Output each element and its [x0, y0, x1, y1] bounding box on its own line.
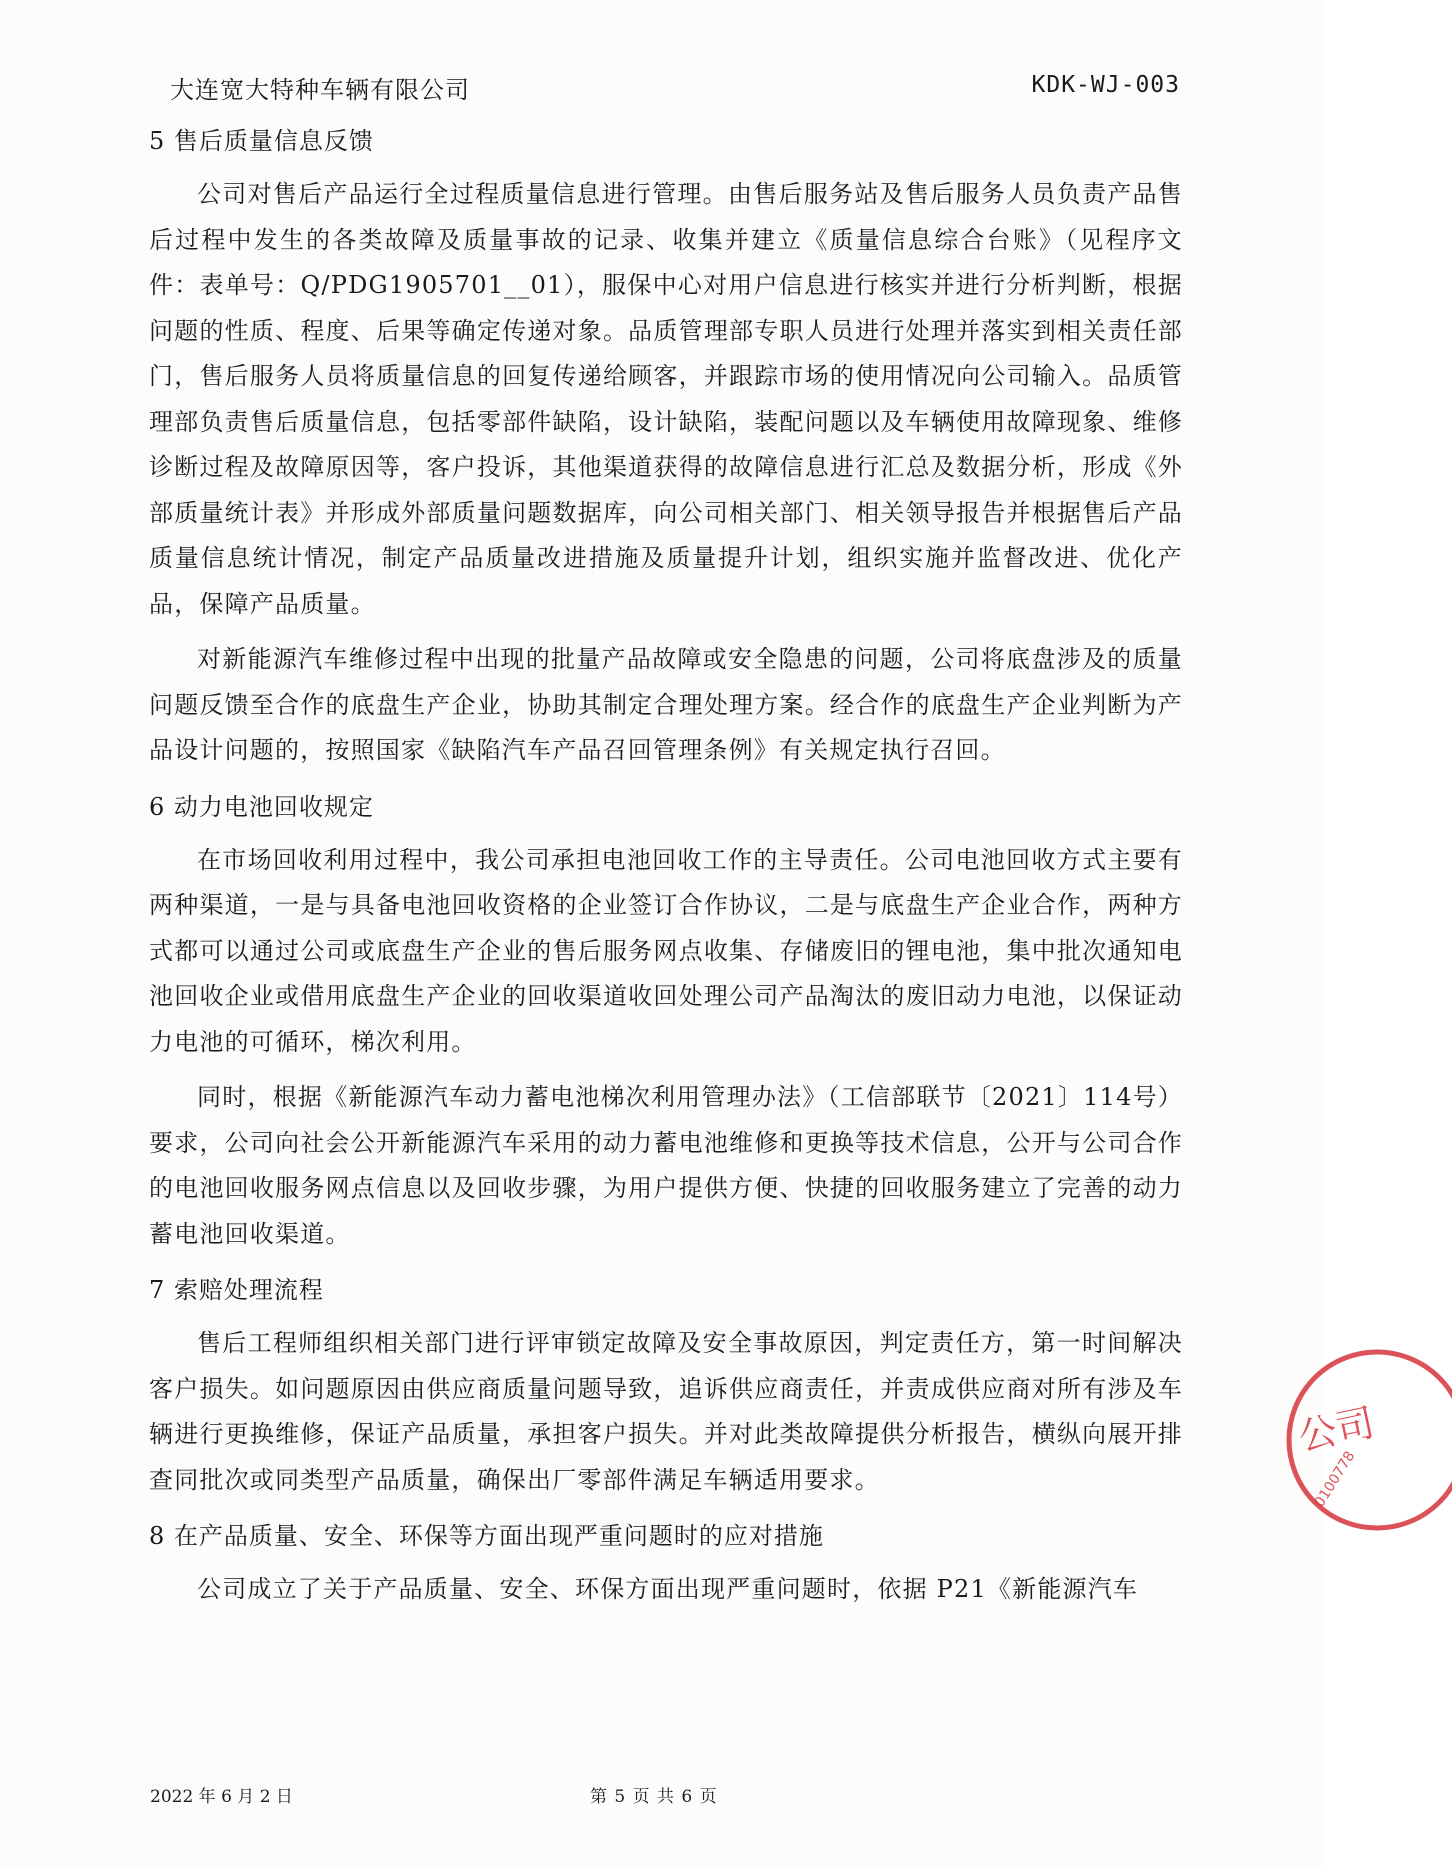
document-body [149, 118, 1183, 1623]
section-heading: 6 动力电池回收规定 [149, 792, 374, 821]
paragraph: 售后工程师组织相关部门进行评审锁定故障及安全事故原因，判定责任方，第一时间解决客户损失。如问题原因由供应商质量问题导致，追诉供应商责任，并责成供应商对所有涉及车辆进行更换维修，保证产品质量，承担客户损失。并对此类故障提供分析报告，横纵向展开排查同批次或同类型产品质量，确保出厂零部件满足车辆适用要求。 [149, 1329, 1183, 1494]
section-heading: 5 售后质量信息反馈 [149, 127, 374, 155]
section-heading: 7 索赔处理流程 [149, 1276, 324, 1304]
section-heading: 8 在产品质量、安全、环保等方面出现严重问题时的应对措施 [149, 1522, 824, 1550]
paragraph: 同时，根据《新能源汽车动力蓄电池梯次利用管理办法》（工信部联节〔2021〕114号）要求，公司向社会公开新能源汽车采用的动力蓄电池维修和更换等技术信息，公开与公司合作的电池回收服务网点信息以及回收步骤，为用户提供方便、快捷的回收服务建立了完善的动力蓄电池回收渠道。 [149, 1083, 1183, 1248]
document-code: KDK-WJ-003 [1031, 72, 1180, 98]
company-name: 大连宽大特种车辆有限公司 [170, 76, 470, 104]
page-number: 第 5 页 共 6 页 [590, 1787, 718, 1807]
stamp-text: 公司 [1294, 1400, 1379, 1460]
company-seal-stamp [1272, 1340, 1452, 1540]
footer-date: 2022 年 6 月 2 日 [150, 1787, 293, 1807]
paragraph: 公司对售后产品运行全过程质量信息进行管理。由售后服务站及售后服务人员负责产品售后过程中发生的各类故障及质量事故的记录、收集并建立《质量信息综合台账》（见程序文件：表单号：Q/PDG1905701__01），服保中心对用户信息进行核实并进行分析判断，根据问题的性质、程度、后果等确定传递对象。品质管理部专职人员进行处理并落实到相关责任部门，售后服务人员将质量信息的回复传递给顾客，并跟踪市场的使用情况向公司输入。品质管理部负责售后质量信息，包括零部件缺陷，设计缺陷，装配问题以及车辆使用故障现象、维修诊断过程及故障原因等，客户投诉，其他渠道获得的故障信息进行汇总及数据分析，形成《外部质量统计表》并形成外部质量问题数据库，向公司相关部门、相关领导报告并根据售后产品质量信息统计情况，制定产品质量改进措施及质量提升计划，组织实施并监督改进、优化产品，保障产品质量。 [149, 180, 1183, 618]
paragraph: 公司成立了关于产品质量、安全、环保方面出现严重问题时，依据 P21《新能源汽车 [197, 1575, 1139, 1603]
paragraph: 对新能源汽车维修过程中出现的批量产品故障或安全隐患的问题，公司将底盘涉及的质量问题反馈至合作的底盘生产企业，协助其制定合理处理方案。经合作的底盘生产企业判断为产品设计问题的，按照国家《缺陷汽车产品召回管理条例》有关规定执行召回。 [149, 645, 1183, 764]
stamp-number: 0100778 [1311, 1448, 1359, 1510]
paragraph: 在市场回收利用过程中，我公司承担电池回收工作的主导责任。公司电池回收方式主要有两种渠道，一是与具备电池回收资格的企业签订合作协议，二是与底盘生产企业合作，两种方式都可以通过公司或底盘生产企业的售后服务网点收集、存储废旧的锂电池，集中批次通知电池回收企业或借用底盘生产企业的回收渠道收回处理公司产品淘汰的废旧动力电池，以保证动力电池的可循环，梯次利用。 [149, 845, 1183, 1056]
